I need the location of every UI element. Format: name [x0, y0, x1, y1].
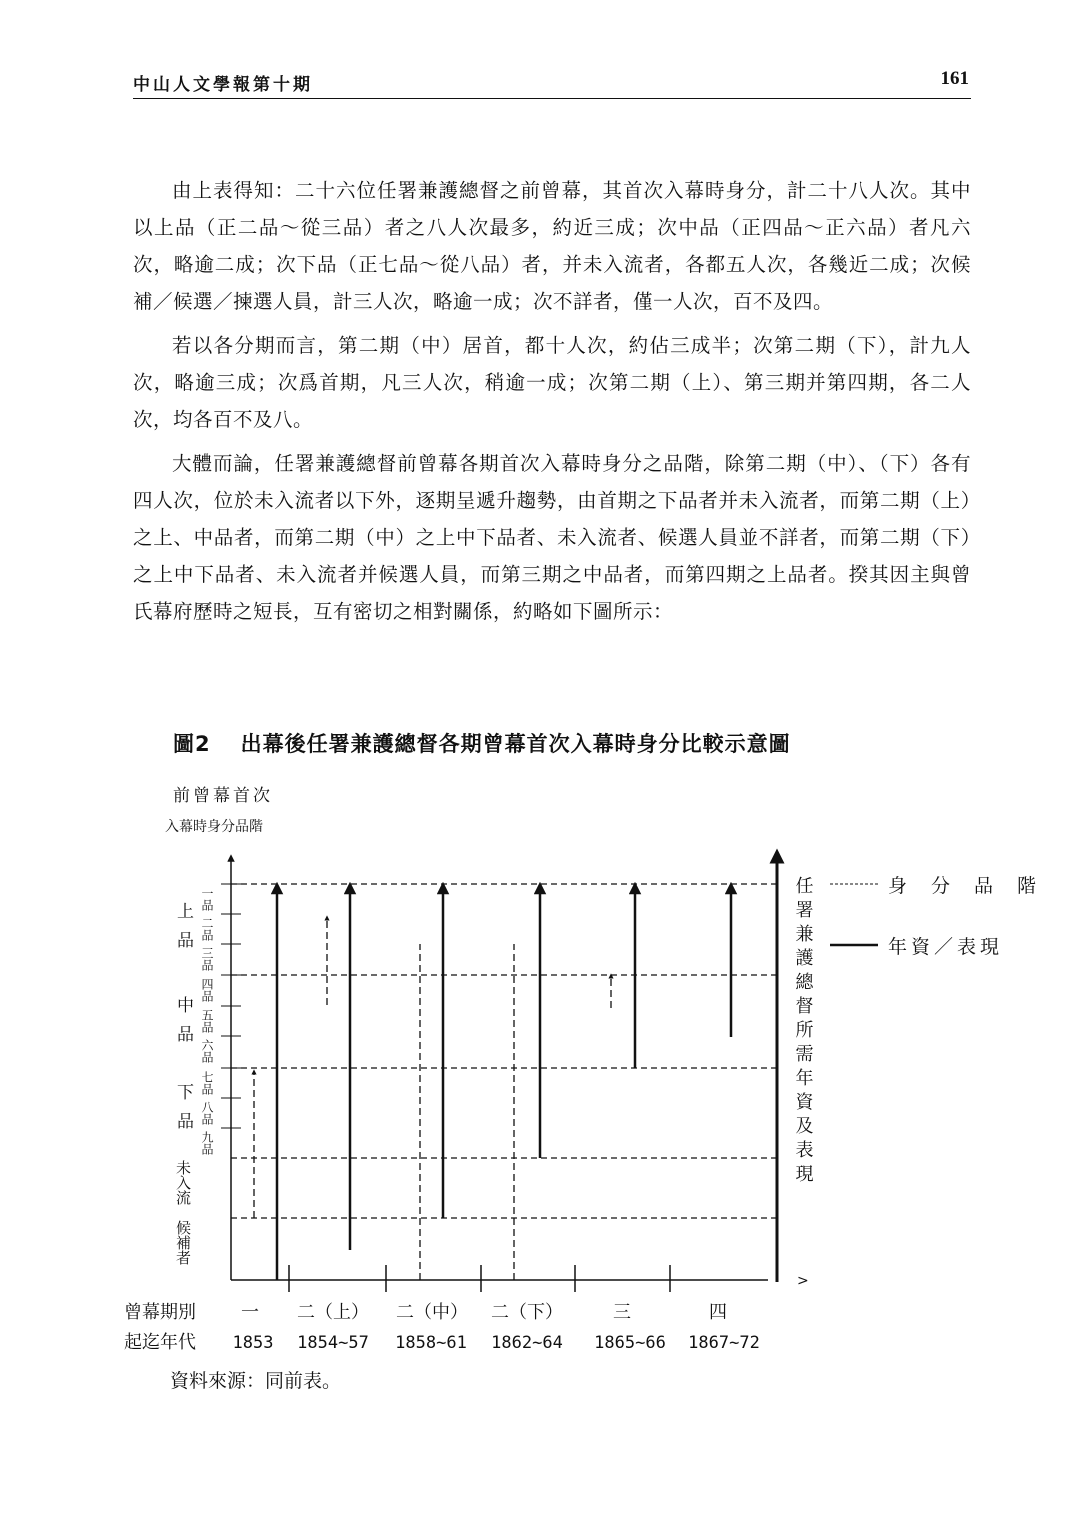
rank-group-label: 下品 [173, 1083, 193, 1141]
period-label: 三 [613, 1302, 631, 1323]
paragraph: 若以各分期而言，第二期（中）居首，都十人次，約佔三成半；次第二期（下），計九人次，略逾三成；次爲首期，凡三人次，稍逾一成；次第二期（上）、第三期并第四期，各二人次，均各百不及八。 [133, 334, 971, 431]
rank-group-label: 未入流 [174, 1160, 192, 1205]
years-row-label: 起迄年代 [124, 1332, 196, 1353]
rank-tick-label: 四品 [200, 978, 214, 1002]
rank-tick-label: 七品 [200, 1071, 214, 1095]
legend-label: 年資／表現 [888, 936, 1004, 958]
paragraph: 由上表得知：二十六位任署兼護總督之前曾幕，其首次入幕時身分，計二十八人次。其中以上品（正二品～從三品）者之八人次最多，約近三成；次中品（正四品～正六品）者凡六次，略逾二成；次下品（正七品～從八品）者，并未入流者，各都五人次，各幾近二成；次候補／候選／揀選人員，計三人次，略逾一成；次不詳者，僅一人次，百不及四。 [133, 179, 971, 313]
rank-level-lines [231, 884, 776, 1218]
y-axis-subtitle: 入幕時身分品階 [165, 819, 263, 835]
period-label: 二（中） [396, 1302, 468, 1323]
period-separators [289, 1265, 670, 1292]
rank-tick-label: 六品 [200, 1039, 214, 1063]
year-label: 1853 [232, 1333, 274, 1353]
figure-number: 圖2 [173, 732, 211, 756]
right-axis-arrow-mark: > [797, 1273, 809, 1289]
journal-title: 中山人文學報第十期 [133, 75, 313, 95]
year-label: 1867~72 [688, 1333, 760, 1353]
period-label: 四 [709, 1302, 727, 1323]
rank-group-label: 上品 [173, 902, 193, 960]
rank-group-label: 候補者 [174, 1220, 192, 1265]
legend [830, 875, 1060, 958]
rank-tick-label: 一品 [200, 887, 214, 911]
rank-tick-label: 九品 [200, 1131, 214, 1155]
period-label: 二（下） [491, 1302, 563, 1323]
period-label: 二（上） [297, 1302, 369, 1323]
rank-tick-label: 五品 [200, 1009, 214, 1033]
legend-label: 身分品階 [888, 875, 1061, 897]
rank-group-label: 中品 [173, 996, 193, 1054]
figure-title: 出幕後任署兼護總督各期曾幕首次入幕時身分比較示意圖 [240, 732, 791, 756]
year-label: 1854~57 [297, 1333, 369, 1353]
source-note: 資料來源：同前表。 [170, 1370, 342, 1392]
year-label: 1862~64 [491, 1333, 563, 1353]
year-label: 1858~61 [395, 1333, 467, 1353]
paragraph: 大體而論，任署兼護總督前曾幕各期首次入幕時身分之品階，除第二期（中）、（下）各有四人次，位於未入流者以下外，逐期呈遞升趨勢，由首期之下品者并未入流者，而第二期（上）之上、中品者，而第二期（中）之上中下品者、未入流者、候選人員並不詳者，而第二期（下）之上中下品者、未入流者并候選人員，而第三期之中品者，而第四期之上品者。揆其因主與曾氏幕府歷時之短長，互有密切之相對關係，約略如下圖所示： [133, 452, 971, 623]
period-label: 一 [241, 1302, 259, 1323]
rank-tick-label: 二品 [200, 917, 214, 941]
right-axis-label: 任署兼護總督所需年資及表現 [792, 876, 814, 1188]
page-number: 161 [940, 68, 969, 89]
period-row-label: 曾幕期別 [124, 1302, 196, 1323]
year-label: 1865~66 [594, 1333, 666, 1353]
rank-tick-label: 八品 [200, 1101, 214, 1125]
y-axis-title: 前曾幕首次 [173, 786, 273, 806]
rank-tick-label: 三品 [200, 947, 214, 971]
